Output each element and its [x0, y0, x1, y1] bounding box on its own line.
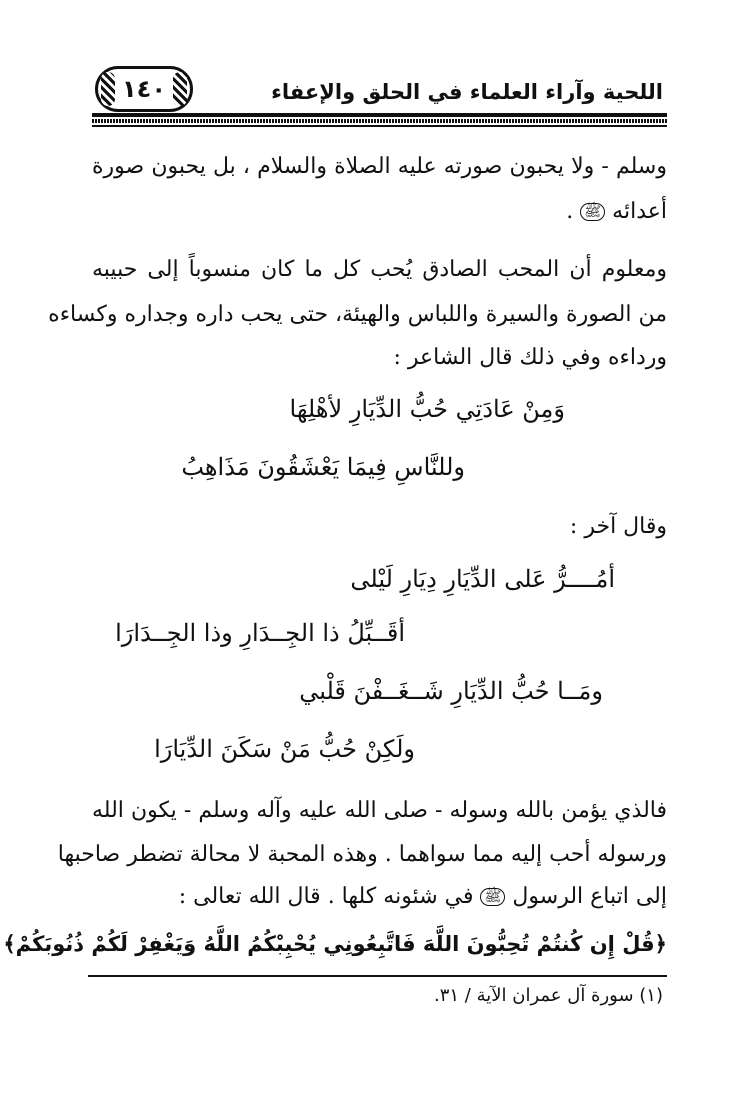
verse-line: ومَــا حُبُّ الدِّيَارِ شَــغَــفْنَ قَلْبي	[299, 677, 603, 705]
quran-verse-line	[0, 928, 667, 960]
header-rule-thin	[92, 125, 667, 127]
paragraph-line	[92, 882, 667, 912]
paragraph-line: ومعلوم أن المحب الصادق يُحب كل ما كان منسوباً إلى حبيبه	[92, 257, 667, 282]
paragraph-text: في شئونه كلها . قال الله تعالى :	[178, 884, 474, 909]
verse-line: وَمِنْ عَادَتِي حُبُّ الدِّيَارِ لأهْلِهَا	[289, 395, 565, 423]
honorific-glyph: ﷺ	[480, 888, 505, 906]
header-rule-dotted	[92, 119, 667, 123]
paragraph-line: من الصورة والسيرة واللباس والهيئة، حتى يحب داره وجداره وكساءه	[48, 302, 667, 327]
verse-line: أمُــــرُّ عَلى الدِّيَارِ دِيَارِ لَيْلى	[350, 565, 615, 593]
verse-line: أقَــبِّلُ ذا الجِــدَارِ وذا الجِــدَارَا	[115, 619, 405, 647]
footnote: (١) سورة آل عمران الآية / ٣١.	[433, 985, 663, 1006]
paragraph-line: ورداءه وفي ذلك قال الشاعر :	[393, 345, 667, 370]
honorific-glyph: ﷺ	[580, 203, 605, 221]
paragraph-line: فالذي يؤمن بالله وسوله - صلى الله عليه وآله وسلم - يكون الله	[92, 798, 667, 823]
quran-verse: ﴿قُلْ إِن كُنتُمْ تُحِبُّونَ اللَّهَ فَاتَّبِعُونِي يُحْبِبْكُمُ اللَّهُ وَيَغْفِرْ لَكُمْ ذُنُوبَكُمْ﴾	[3, 932, 667, 956]
page-number-frame	[95, 66, 193, 112]
paragraph-line: وقال آخر :	[569, 514, 667, 539]
paragraph-text: أعدائه	[612, 199, 667, 224]
paragraph-line	[92, 197, 667, 227]
footnote-rule	[88, 975, 667, 977]
header-rule	[92, 113, 667, 117]
page-number: ١٤٠	[122, 75, 166, 103]
verse-line: وللنَّاسِ فِيمَا يَعْشَقُونَ مَذَاهِبُ	[181, 453, 465, 481]
running-header-title: اللحية وآراء العلماء في الحلق والإعفاء	[271, 80, 663, 104]
paragraph-line: وسلم - ولا يحبون صورته عليه الصلاة والسلام ، بل يحبون صورة	[92, 154, 667, 179]
paragraph-text: .	[566, 199, 574, 224]
verse-line: ولَكِنْ حُبُّ مَنْ سَكَنَ الدِّيَارَا	[154, 735, 415, 763]
paragraph-line: ورسوله أحب إليه مما سواهما . وهذه المحبة لا محالة تضطر صاحبها	[57, 842, 667, 867]
paragraph-text: إلى اتباع الرسول	[512, 884, 667, 909]
